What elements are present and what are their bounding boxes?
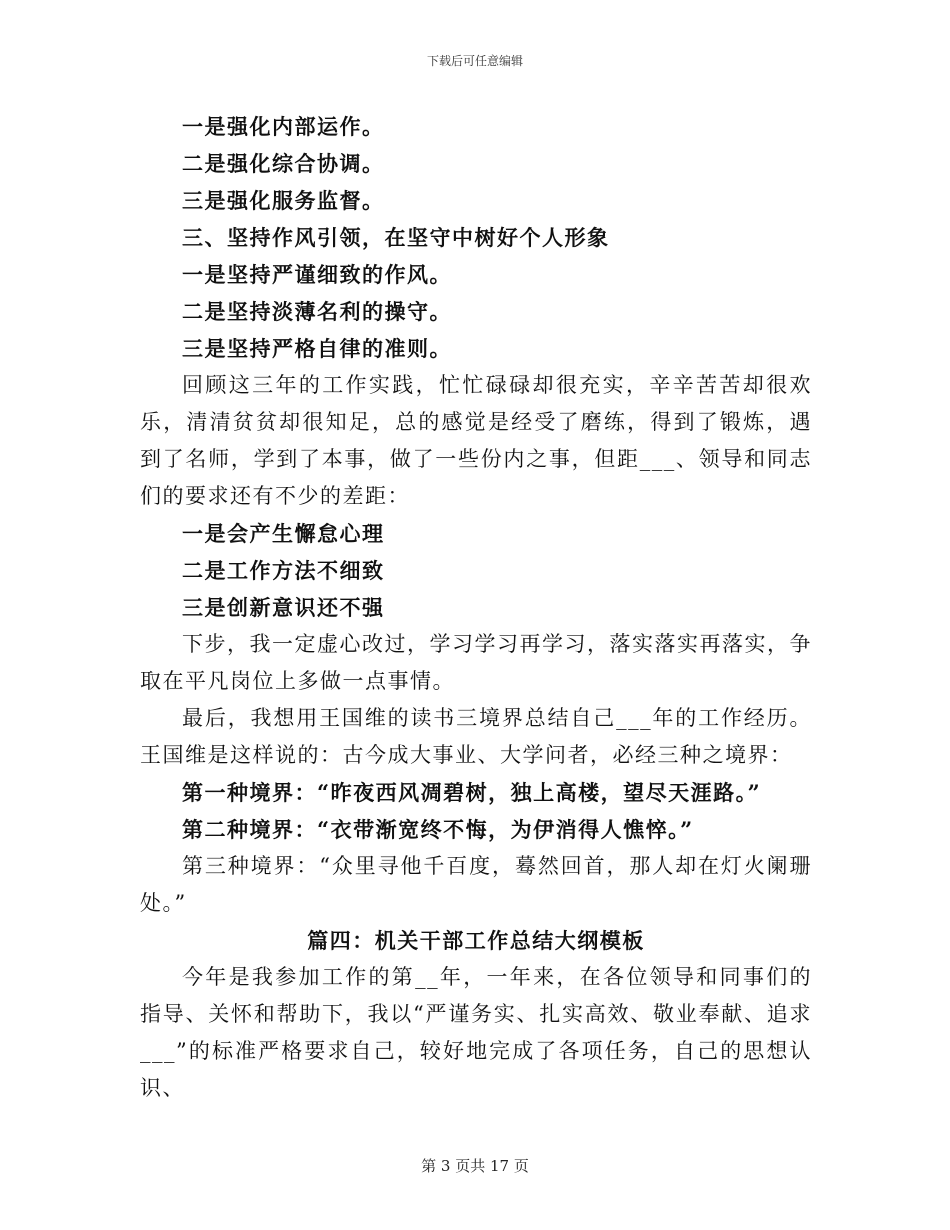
paragraph-11: 三是创新意识还不强 <box>182 595 385 620</box>
chapter-title: 篇四：机关干部工作总结大纲模板 <box>307 928 645 953</box>
paragraph-13: 最后，我想用王国维的读书三境界总结自己___年的工作经历。王国维是这样说的：古今成大事业、大学问者，必经三种之境界： <box>140 706 812 767</box>
paragraph-9: 一是会产生懈怠心理 <box>182 521 385 546</box>
page-header: 下载后可任意编辑 <box>426 54 523 68</box>
paragraph-14: 第一种境界：“昨夜西风凋碧树，独上高楼，望尽天涯路。” <box>182 780 762 805</box>
paragraph-12: 下步，我一定虚心改过，学习学习再学习，落实落实再落实，争取在平凡岗位上多做一点事情。 <box>140 632 812 693</box>
paragraph-16: 第三种境界：“众里寻他千百度，蓦然回首，那人却在灯火阑珊处。” <box>140 854 812 915</box>
paragraph-2: 二是强化综合协调。 <box>182 151 385 176</box>
paragraph-8: 回顾这三年的工作实践，忙忙碌碌却很充实，辛辛苦苦却很欢乐，清清贫贫却很知足，总的感觉是经受了磨练，得到了锻炼，遇到了名师，学到了本事，做了一些份内之事，但距___、领导和同志们的要求还有不少的差距： <box>140 373 812 508</box>
page-footer: 第 3 页共 17 页 <box>421 1157 529 1175</box>
paragraph-1: 一是强化内部运作。 <box>182 114 385 139</box>
document-body <box>140 108 812 1107</box>
paragraph-7: 三是坚持严格自律的准则。 <box>182 336 452 361</box>
paragraph-15: 第二种境界：“衣带渐宽终不悔，为伊消得人憔悴。” <box>182 817 694 842</box>
section-heading: 三、坚持作风引领，在坚守中树好个人形象 <box>182 225 610 250</box>
paragraph-3: 三是强化服务监督。 <box>182 188 385 213</box>
paragraph-18: 今年是我参加工作的第__年，一年来，在各位领导和同事们的指导、关怀和帮助下，我以“严谨务实、扎实高效、敬业奉献、追求___”的标准严格要求自己，较好地完成了各项任务，自己的思想认识、 <box>140 965 812 1100</box>
paragraph-10: 二是工作方法不细致 <box>182 558 385 583</box>
paragraph-6: 二是坚持淡薄名利的操守。 <box>182 299 452 324</box>
paragraph-5: 一是坚持严谨细致的作风。 <box>182 262 452 287</box>
